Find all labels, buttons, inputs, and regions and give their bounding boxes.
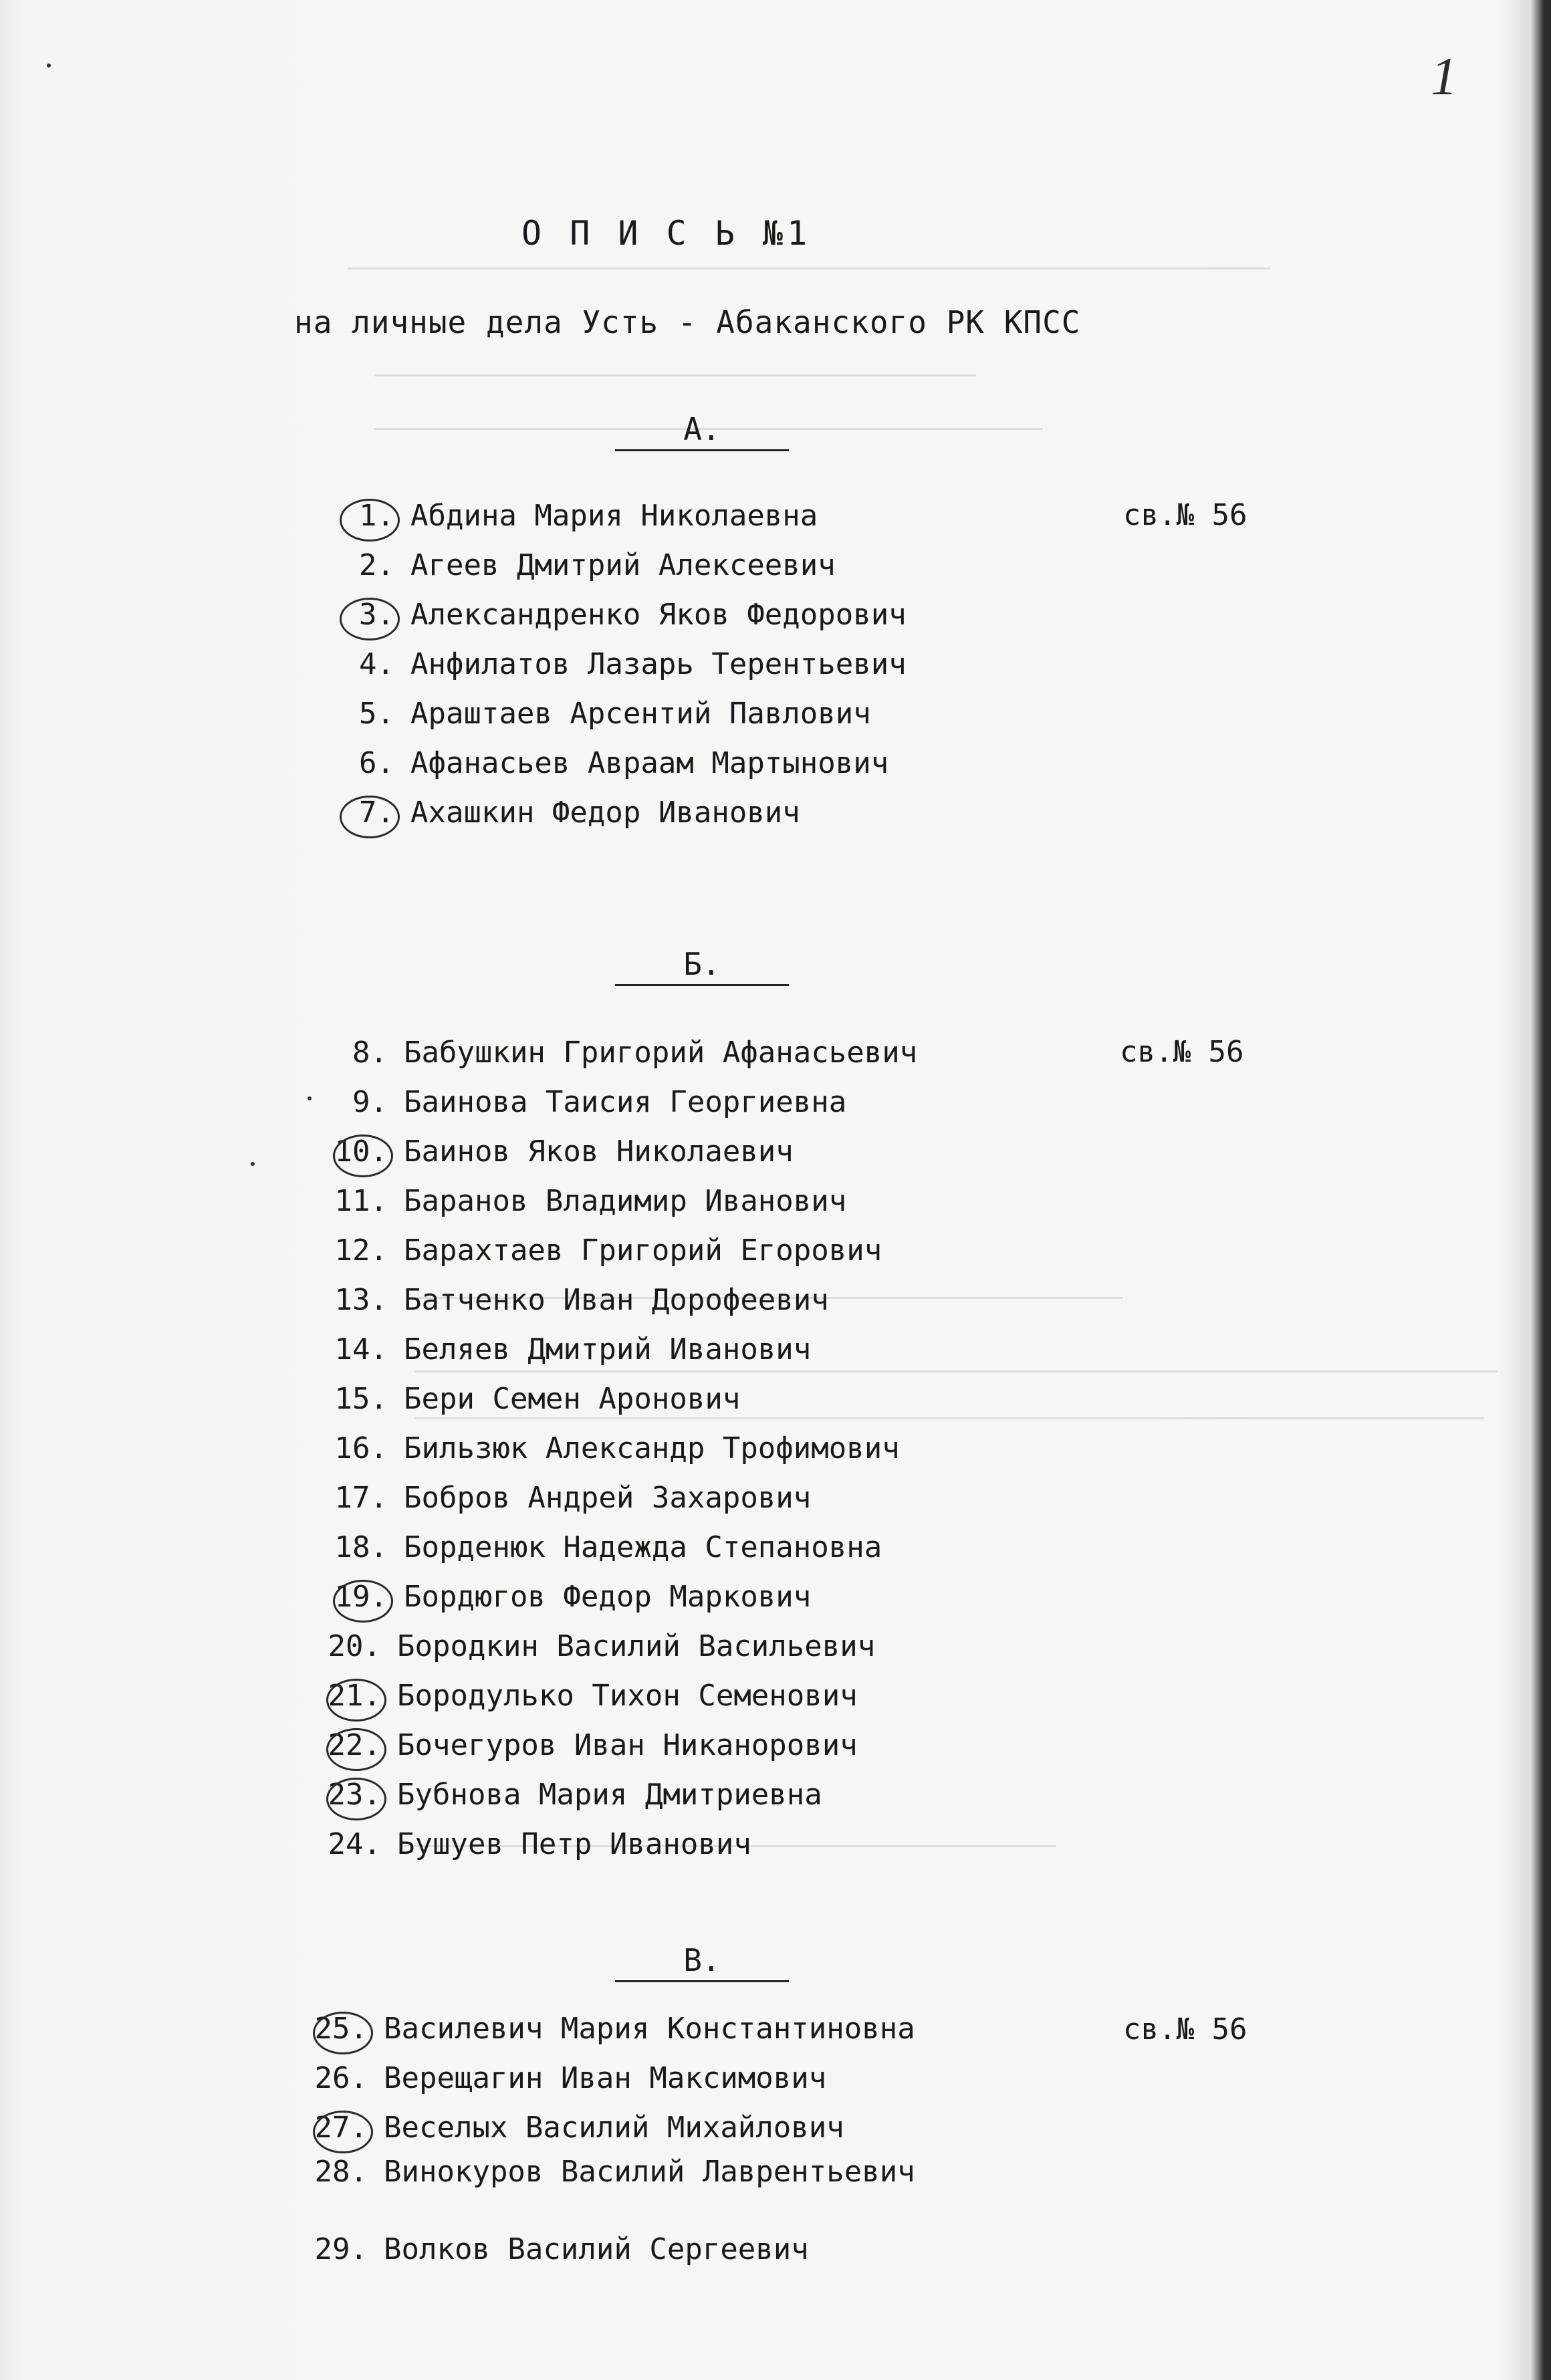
item-number: 20. [328,1629,381,1663]
item-number: 16. [334,1431,388,1465]
item-number: 5. [359,697,394,731]
list-item [328,694,871,734]
item-number: 22. [314,1726,381,1766]
list-item [321,1231,882,1271]
section-heading-b [615,946,789,982]
person-name: Афанасьев Авраам Мартынович [410,746,889,780]
person-name: Араштаев Арсентий Павлович [410,697,871,731]
box-reference: св.№ 56 [1123,498,1247,532]
item-number: 10. [321,1132,388,1172]
person-name: Бобров Андрей Захарович [404,1481,812,1515]
list-item [301,2058,826,2099]
list-item [328,644,907,685]
person-name: Баинов Яков Николаевич [404,1135,794,1169]
item-number: 14. [334,1332,388,1366]
person-name: Волков Василий Сергеевич [384,2232,809,2266]
item-number: 7. [328,793,394,833]
item-number: 18. [334,1530,388,1564]
person-name: Барахтаев Григорий Егорович [404,1233,882,1268]
item-number: 29. [314,2232,368,2266]
list-item [314,1726,858,1766]
heading-underline [615,1980,789,1982]
list-item [328,496,818,536]
list-item [321,1082,846,1122]
person-name: Бородулько Тихон Семенович [397,1679,858,1713]
heading-underline [615,984,789,986]
item-number: 3. [328,595,394,635]
item-number: 28. [314,2155,368,2189]
person-name: Беляев Дмитрий Иванович [404,1332,812,1366]
person-name: Бильзюк Александр Трофимович [404,1431,900,1465]
list-item [328,743,888,784]
person-name: Василевич Мария Константиновна [384,2012,915,2046]
bleed-through-line [414,1371,1498,1373]
list-item [321,1033,917,1073]
list-item [321,1330,811,1370]
list-item [314,1824,751,1865]
list-item [321,1181,846,1221]
paper-speck [308,1096,312,1100]
item-number: 17. [334,1481,388,1515]
item-number: 2. [359,548,394,582]
item-number: 24. [328,1827,381,1861]
person-name: Бабушкин Григорий Афанасьевич [404,1036,918,1070]
list-item [328,793,800,833]
item-number: 12. [334,1233,388,1268]
list-item [314,1627,875,1667]
section-letter: А. [683,411,721,447]
item-number: 8. [352,1036,388,1070]
paper-speck [47,64,51,68]
heading-underline [615,449,789,451]
item-number: 25. [301,2009,368,2049]
paper-speck [251,1162,255,1166]
person-name: Бордюгов Федор Маркович [404,1580,812,1614]
item-number: 23. [314,1775,381,1815]
item-number: 9. [352,1085,388,1119]
list-item [301,2152,915,2192]
list-item [321,1379,740,1419]
circle-mark [326,1728,386,1771]
bleed-through-line [348,267,1270,269]
list-item [314,1775,822,1815]
list-item [321,1132,794,1172]
person-name: Бушуев Петр Иванович [397,1827,751,1861]
list-item [321,1478,811,1518]
section-heading-v [615,1942,789,1978]
list-item [301,2230,809,2270]
box-reference: св.№ 56 [1123,2012,1247,2046]
person-name: Агеев Дмитрий Алексеевич [410,548,836,582]
person-name: Батченко Иван Дорофеевич [404,1283,829,1317]
section-letter: В. [683,1942,721,1978]
list-item [321,1429,900,1469]
circle-mark [340,499,400,542]
circle-mark [340,796,400,838]
item-number: 13. [334,1283,388,1317]
item-number: 6. [359,746,394,780]
bleed-through-line [374,374,976,376]
section-heading-a [615,411,789,447]
item-number: 11. [334,1184,388,1218]
person-name: Абдина Мария Николаевна [410,499,818,533]
circle-mark [326,1778,386,1820]
page-number: 1 [1431,47,1457,106]
person-name: Борденюк Надежда Степановна [404,1530,882,1564]
item-number: 15. [334,1382,388,1416]
list-item [314,1676,858,1716]
person-name: Верещагин Иван Максимович [384,2061,827,2095]
item-number: 21. [314,1676,381,1716]
section-letter: Б. [683,946,721,982]
item-number: 26. [314,2061,368,2095]
item-number: 1. [328,496,394,536]
list-item [321,1528,882,1568]
list-item [321,1577,811,1617]
item-number: 4. [359,647,394,681]
person-name: Баинова Таисия Георгиевна [404,1085,847,1119]
list-item [328,546,836,586]
list-item [301,2009,915,2049]
person-name: Анфилатов Лазарь Терентьевич [410,647,907,681]
circle-mark [333,1135,393,1177]
person-name: Баранов Владимир Иванович [404,1184,847,1218]
circle-mark [333,1580,393,1623]
circle-mark [326,1679,386,1721]
list-item [328,595,907,635]
document-subtitle: на личные дела Усть - Абаканского РК КПСС [294,304,1081,340]
list-item [321,1280,829,1320]
person-name: Александренко Яков Федорович [410,598,907,632]
person-name: Бородкин Василий Васильевич [397,1629,876,1663]
person-name: Бери Семен Аронович [404,1382,741,1416]
person-name: Веселых Василий Михайлович [384,2111,844,2145]
list-item [301,2108,844,2148]
person-name: Ахашкин Федор Иванович [410,796,800,830]
circle-mark [313,2111,373,2153]
circle-mark [340,598,400,640]
item-number: 27. [301,2108,368,2148]
document-title: О П И С Ь №1 [521,214,812,253]
circle-mark [313,2012,373,2054]
box-reference: св.№ 56 [1120,1035,1244,1069]
person-name: Бочегуров Иван Никанорович [397,1728,858,1762]
item-number: 19. [321,1577,388,1617]
person-name: Бубнова Мария Дмитриевна [397,1778,822,1812]
person-name: Винокуров Василий Лаврентьевич [384,2155,915,2189]
